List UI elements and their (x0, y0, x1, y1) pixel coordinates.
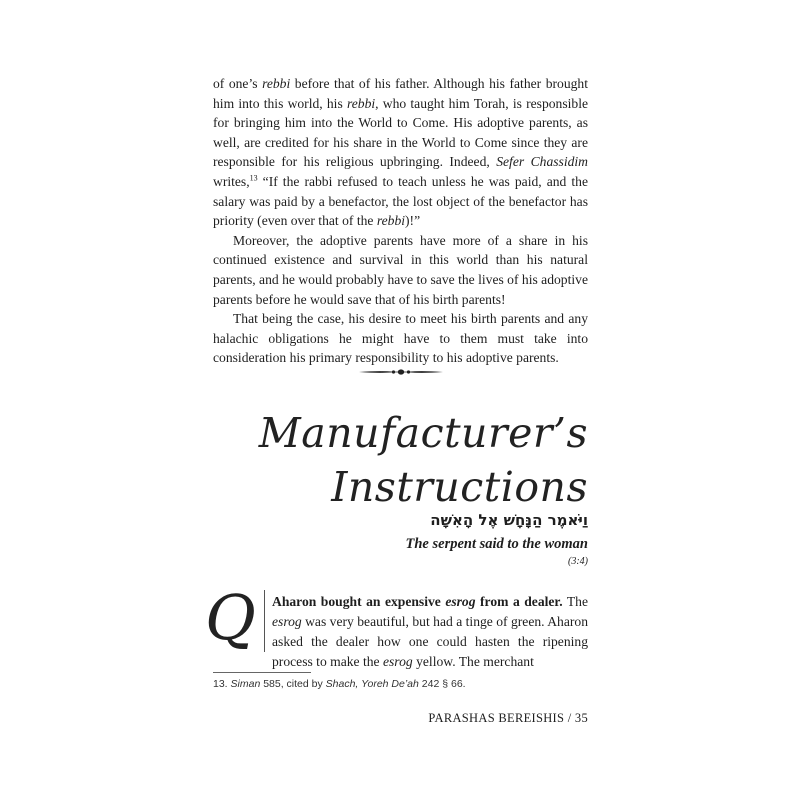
italic-term: Siman (230, 678, 261, 690)
paragraph-1 (213, 74, 588, 231)
ornament-divider-icon (359, 364, 443, 380)
text-run: Aharon bought an expensive (272, 594, 446, 609)
italic-term: Sefer Chassidim (496, 154, 588, 170)
text-run: of one’s (213, 76, 263, 91)
italic-term: rebbi (262, 76, 291, 91)
footnote-rule (213, 672, 311, 673)
text-run: “If the rabbi refused to teach unless he was paid, and the salary was paid by a benefactor, the lost object of the benefactor has priority (even over that of the (213, 173, 588, 229)
italic-term: esrog (445, 594, 476, 609)
section-title-line-2: Instructions (331, 463, 588, 511)
italic-term: rebbi (376, 213, 406, 229)
text-run: yellow. The merchant (412, 654, 534, 669)
footnote (213, 678, 588, 690)
question-text (272, 592, 588, 672)
text-run: The (562, 594, 589, 609)
footnote-number: 13. (213, 678, 231, 690)
verse-reference: (3:4) (568, 556, 588, 567)
text-run: )!” (405, 213, 421, 229)
text-run: writes, (213, 173, 250, 189)
text-run: 585, cited by (260, 678, 326, 690)
text-run: before that of his father. Although his father brought him into this world, his (213, 76, 588, 111)
paragraph-3: That being the case, his desire to meet his birth parents and any halachic obligations he might have to them must take into consideration his primary responsibility to his adoptive parents. (213, 311, 588, 366)
section-title (228, 406, 588, 514)
italic-term: esrog (382, 654, 413, 669)
footnote-marker[interactable]: 13 (249, 173, 258, 183)
question-divider (264, 590, 265, 652)
running-footer: PARASHAS BEREISHIS / 35 (428, 711, 588, 725)
question-drop-letter: Q (205, 581, 256, 654)
question-lead (272, 594, 563, 609)
paragraph-2: Moreover, the adoptive parents have more of a share in his continued existence and survival in this world than his natural parents, and he would probably have to save the lives of his adoptive parents before he would save that of his birth parents! (213, 232, 588, 307)
verse-translation: The serpent said to the woman (405, 536, 588, 552)
text-run: was very beautiful, but had a tinge of green. Aharon asked the dealer how one could hasten the ripening process to make the (272, 614, 588, 669)
section-title-line-1: Manufacturer’s (258, 409, 588, 457)
hebrew-verse: וַיֹּאמֶר הַנָּחָשׁ אֶל הָאִשָּׁה (430, 511, 588, 529)
italic-term: esrog (272, 614, 302, 629)
text-run: , who taught him Torah, is responsible for bringing him into the World to Come. His adoptive parents, as well, are credited for his share in the World to Come since they are responsible for his religious upbringing. Indeed, (213, 95, 589, 170)
text-run: 242 § 66. (418, 678, 466, 690)
body-text (213, 74, 588, 368)
text-run: from a dealer. (475, 594, 563, 609)
italic-term: rebbi (346, 95, 376, 111)
italic-term: Shach, Yoreh De’ah (325, 678, 419, 690)
